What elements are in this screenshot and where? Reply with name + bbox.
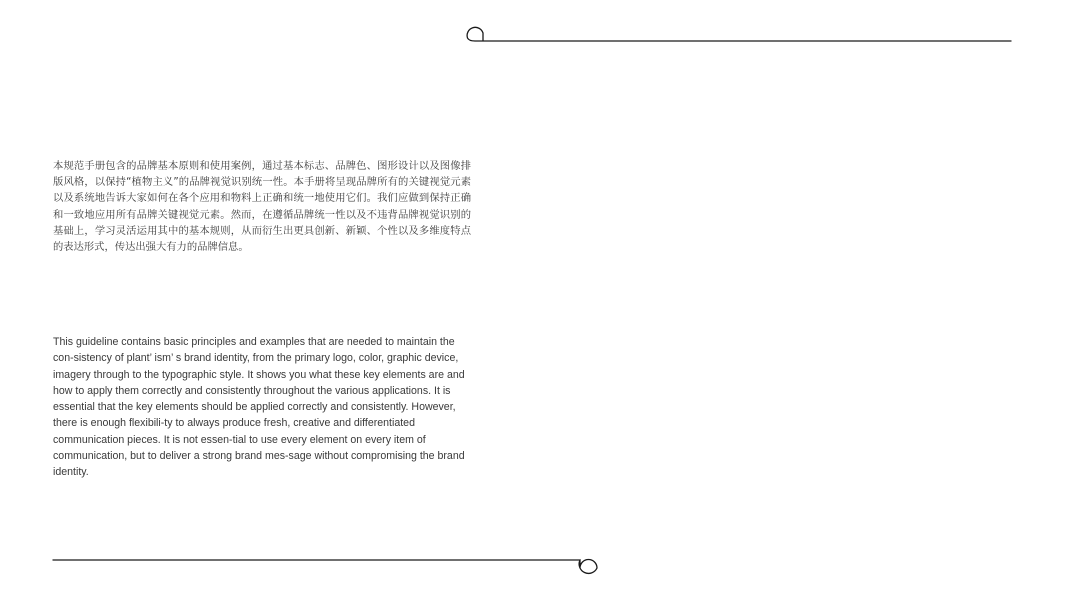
english-intro-paragraph: This guideline contains basic principles and examples that are needed to maintain the con-sistency of plant’ ism’ s brand identity, from the primary logo, color, graphic device, imagery through to the typographic style. It shows you what these key elements are and how to apply them correctly and consistently throughout the various applications. It is essential that the key elements should be applied correctly and consistently. However, there is enough flexibili-ty to always produce fresh, creative and differentiated communication pieces. It is not essen-tial to use every element on every item of communication, but to deliver a strong brand mes-sage without compromising the brand identity. <box>53 336 465 479</box>
chinese-intro-paragraph: 本规范手册包含的品牌基本原则和使用案例，通过基本标志、品牌色、图形设计以及图像排版风格，以保持“植物主义”的品牌视觉识别统一性。本手册将呈现品牌所有的关键视觉元素以及系统地告诉大家如何在各个应用和物料上正确和统一地使用它们。我们应做到保持正确和一致地应用所有品牌关键视觉元素。然而，在遵循品牌统一性以及不违背品牌视觉识别的基础上，学习灵活运用其中的基本规则，从而衍生出更具创新、新颖、个性以及多维度特点的表达形式，传达出强大有力的品牌信息。 <box>53 160 471 254</box>
top-curl-line <box>467 27 1011 41</box>
bottom-curl-line <box>53 560 597 574</box>
